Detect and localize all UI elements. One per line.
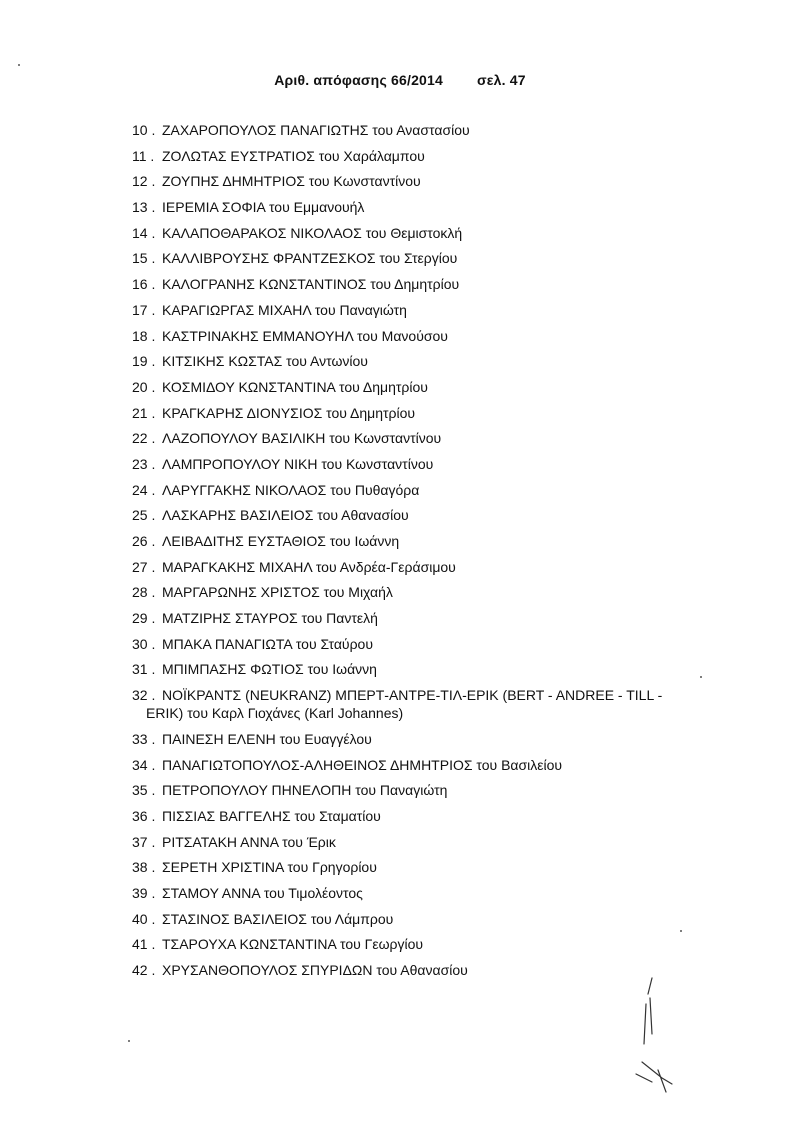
- list-item: [132, 686, 732, 722]
- list-item: [132, 352, 732, 370]
- entry-number: 14 .: [132, 224, 156, 241]
- entry-name-continuation: ERIK) του Καρλ Γιοχάνες (Karl Johannes): [146, 705, 404, 722]
- entry-name: ΖΟΛΩΤΑΣ ΕΥΣΤΡΑΤΙΟΣ του Χαράλαμπου: [162, 147, 425, 164]
- entry-number: 19 .: [132, 353, 156, 370]
- entry-number: 29 .: [132, 610, 156, 627]
- entry-number: 40 .: [132, 910, 156, 927]
- list-item: [132, 730, 732, 748]
- entry-number: 26 .: [132, 533, 156, 549]
- entry-number: 38 .: [132, 859, 156, 876]
- entry-name: ΝΟΪΚΡΑΝΤΣ (NEUKRANZ) ΜΠΕΡΤ-ΑΝΤΡΕ-ΤΙΛ-ΕΡΙΚ (BERT - ANDREE - TILL -: [162, 687, 663, 704]
- list-item: [132, 455, 732, 473]
- entry-name: ΡΙΤΣΑΤΑΚΗ ΑΝΝΑ του Έρικ: [162, 833, 336, 850]
- list-item: [132, 481, 732, 499]
- entry-name: ΜΠΑΚΑ ΠΑΝΑΓΙΩΤΑ του Σταύρου: [162, 635, 373, 652]
- signature-mark: [622, 974, 682, 1094]
- entry-number: 11 .: [132, 147, 155, 164]
- list-item: [132, 884, 732, 902]
- entry-number: 36 .: [132, 807, 156, 824]
- entry-name: ΛΑΡΥΓΓΑΚΗΣ ΝΙΚΟΛΑΟΣ του Πυθαγόρα: [162, 481, 420, 498]
- list-item: [132, 635, 732, 653]
- entry-name: ΛΑΜΠΡΟΠΟΥΛΟΥ ΝΙΚΗ του Κωνσταντίνου: [162, 455, 434, 472]
- list-item: [132, 249, 732, 267]
- list-item: [132, 609, 732, 627]
- entry-number: 28 .: [132, 584, 156, 601]
- entry-number: 37 .: [132, 833, 156, 850]
- entry-number: 16 .: [132, 276, 156, 293]
- list-item: [132, 781, 732, 799]
- entry-name: ΖΟΥΠΗΣ ΔΗΜΗΤΡΙΟΣ του Κωνσταντίνου: [162, 173, 421, 190]
- entry-name: ΤΣΑΡΟΥΧΑ ΚΩΝΣΤΑΝΤΙΝΑ του Γεωργίου: [162, 936, 424, 953]
- entry-name: ΣΤΑΜΟΥ ΑΝΝΑ του Τιμολέοντος: [162, 884, 363, 901]
- entry-number: 34 .: [132, 756, 156, 773]
- scan-speck: [680, 930, 682, 932]
- entry-name: ΛΕΙΒΑΔΙΤΗΣ ΕΥΣΤΑΘΙΟΣ του Ιωάννη: [162, 533, 400, 549]
- scan-speck: [700, 676, 702, 678]
- entry-name: ΚΙΤΣΙΚΗΣ ΚΩΣΤΑΣ του Αντωνίου: [162, 353, 368, 370]
- entry-number: 27 .: [132, 558, 156, 575]
- entry-number: 41 .: [132, 936, 156, 953]
- entry-name: ΠΕΤΡΟΠΟΥΛΟΥ ΠΗΝΕΛΟΠΗ του Παναγιώτη: [162, 782, 448, 799]
- scan-speck: [128, 1040, 130, 1042]
- entry-number: 15 .: [132, 250, 156, 267]
- list-item: [132, 301, 732, 319]
- list-item: [132, 327, 732, 345]
- entry-name: ΧΡΥΣΑΝΘΟΠΟΥΛΟΣ ΣΠΥΡΙΔΩΝ του Αθανασίου: [162, 962, 468, 978]
- entry-name: ΠΑΝΑΓΙΩΤΟΠΟΥΛΟΣ-ΑΛΗΘΕΙΝΟΣ ΔΗΜΗΤΡΙΟΣ του Βασιλείου: [162, 756, 563, 773]
- entry-name: ΚΑΣΤΡΙΝΑΚΗΣ ΕΜΜΑΝΟΥΗΛ του Μανούσου: [162, 327, 448, 344]
- entry-name: ΜΠΙΜΠΑΣΗΣ ΦΩΤΙΟΣ του Ιωάννη: [162, 661, 377, 678]
- list-item: [132, 378, 732, 396]
- entry-number: 31 .: [132, 661, 156, 678]
- entry-name: ΛΑΣΚΑΡΗΣ ΒΑΣΙΛΕΙΟΣ του Αθανασίου: [162, 507, 409, 524]
- page-number: σελ. 47: [477, 72, 526, 88]
- list-item: [132, 935, 732, 953]
- entry-number: 10 .: [132, 122, 156, 138]
- list-item: [132, 147, 732, 165]
- entry-name: ΚΑΛΛΙΒΡΟΥΣΗΣ ΦΡΑΝΤΖΕΣΚΟΣ του Στεργίου: [162, 250, 458, 267]
- entry-name: ΜΑΤΖΙΡΗΣ ΣΤΑΥΡΟΣ του Παντελή: [162, 610, 378, 627]
- page-header: [0, 72, 800, 88]
- list-item: [132, 532, 732, 550]
- decision-number: Αριθ. απόφασης 66/2014: [274, 72, 444, 88]
- list-item: [132, 275, 732, 293]
- entry-name: ΠΑΙΝΕΣΗ ΕΛΕΝΗ του Ευαγγέλου: [162, 730, 372, 747]
- list-item: [132, 583, 732, 601]
- entry-name: ΚΡΑΓΚΑΡΗΣ ΔΙΟΝΥΣΙΟΣ του Δημητρίου: [162, 404, 416, 421]
- list-item: [132, 429, 732, 447]
- entry-number: 17 .: [132, 301, 156, 318]
- entry-number: 20 .: [132, 378, 156, 395]
- entry-name: ΣΕΡΕΤΗ ΧΡΙΣΤΙΝΑ του Γρηγορίου: [162, 859, 377, 876]
- list-item: [132, 858, 732, 876]
- entry-number: 23 .: [132, 455, 156, 472]
- list-item: [132, 833, 732, 851]
- entry-number: 33 .: [132, 730, 156, 747]
- entry-name: ΖΑΧΑΡΟΠΟΥΛΟΣ ΠΑΝΑΓΙΩΤΗΣ του Αναστασίου: [162, 122, 470, 138]
- entry-number: 30 .: [132, 635, 156, 652]
- list-item: [132, 172, 732, 190]
- list-item: [132, 121, 732, 139]
- entry-number: 25 .: [132, 507, 156, 524]
- entry-number: 39 .: [132, 884, 156, 901]
- entry-name: ΙΕΡΕΜΙΑ ΣΟΦΙΑ του Εμμανουήλ: [162, 199, 365, 216]
- entry-name: ΚΑΛΟΓΡΑΝΗΣ ΚΩΝΣΤΑΝΤΙΝΟΣ του Δημητρίου: [162, 276, 460, 293]
- entry-number: 13 .: [132, 199, 156, 216]
- entry-name: ΚΑΛΑΠΟΘΑΡΑΚΟΣ ΝΙΚΟΛΑΟΣ του Θεμιστοκλή: [162, 224, 463, 241]
- entry-number: 21 .: [132, 404, 156, 421]
- entry-number: 24 .: [132, 481, 156, 498]
- entry-name: ΛΑΖΟΠΟΥΛΟΥ ΒΑΣΙΛΙΚΗ του Κωνσταντίνου: [162, 430, 442, 447]
- list-item: [132, 198, 732, 216]
- list-item: [132, 224, 732, 242]
- list-item: [132, 404, 732, 422]
- entry-number: 12 .: [132, 173, 156, 190]
- entry-name: ΚΑΡΑΓΙΩΡΓΑΣ ΜΙΧΑΗΛ του Παναγιώτη: [162, 301, 407, 318]
- entry-number: 22 .: [132, 430, 156, 447]
- list-item: [132, 660, 732, 678]
- list-item: [132, 807, 732, 825]
- list-item: [132, 910, 732, 928]
- entry-number: 42 .: [132, 962, 156, 978]
- entry-name: ΠΙΣΣΙΑΣ ΒΑΓΓΕΛΗΣ του Σταματίου: [162, 807, 381, 824]
- entry-number: 35 .: [132, 782, 156, 799]
- entry-name: ΚΟΣΜΙΔΟΥ ΚΩΝΣΤΑΝΤΙΝΑ του Δημητρίου: [162, 378, 428, 395]
- entry-name: ΣΤΑΣΙΝΟΣ ΒΑΣΙΛΕΙΟΣ του Λάμπρου: [162, 910, 394, 927]
- entry-number: 32 .: [132, 687, 156, 704]
- list-item: [132, 756, 732, 774]
- entry-name: ΜΑΡΑΓΚΑΚΗΣ ΜΙΧΑΗΛ του Ανδρέα-Γεράσιμου: [162, 558, 456, 575]
- list-item: [132, 506, 732, 524]
- scan-speck: [18, 64, 20, 66]
- entry-name: ΜΑΡΓΑΡΩΝΗΣ ΧΡΙΣΤΟΣ του Μιχαήλ: [162, 584, 393, 601]
- list-item: [132, 558, 732, 576]
- entry-number: 18 .: [132, 327, 156, 344]
- member-list: [132, 121, 732, 987]
